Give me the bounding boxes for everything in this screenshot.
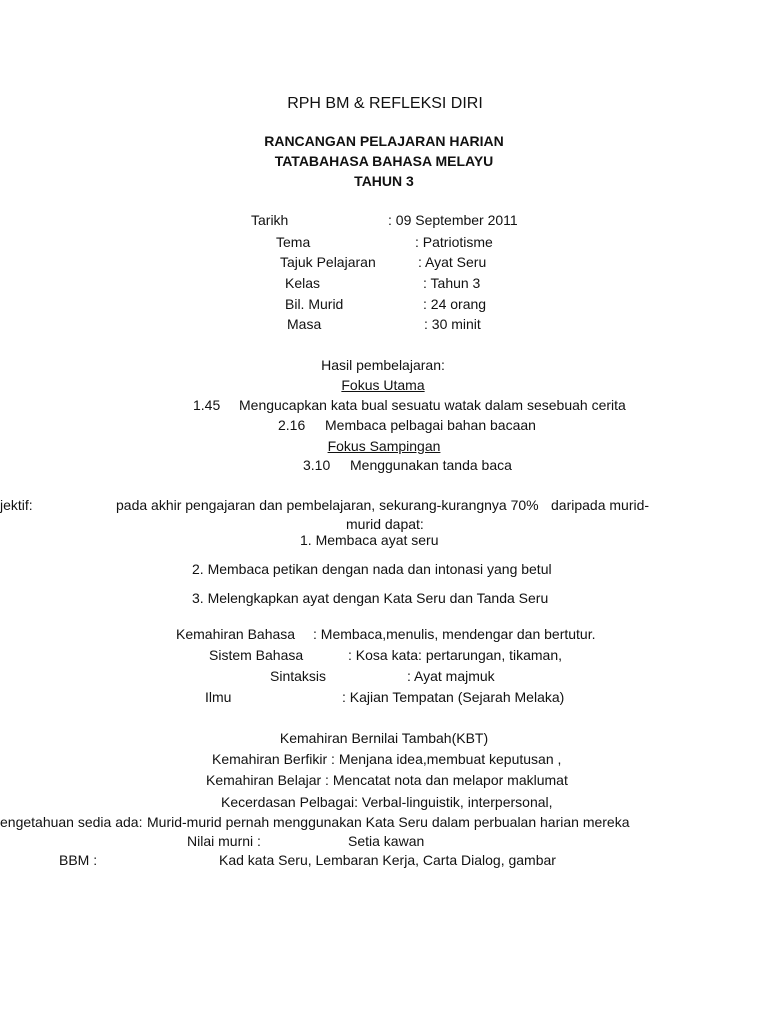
objektif-label: jektif:	[0, 497, 33, 513]
hasil-item2-number: 2.16	[278, 417, 306, 433]
bil-murid-label: Bil. Murid	[285, 296, 344, 312]
document-title: RPH BM & REFLEKSI DIRI	[287, 95, 483, 112]
nilai-murni-label: Nilai murni :	[187, 833, 261, 849]
sistem-bahasa-label: Sistem Bahasa	[209, 647, 304, 663]
bbm-label: BBM :	[59, 852, 98, 868]
objektif-item-1: 1. Membaca ayat seru	[300, 532, 439, 548]
plan-heading-line3: TAHUN 3	[354, 173, 414, 189]
bbm-value: Kad kata Seru, Lembaran Kerja, Carta Dialog, gambar	[219, 852, 556, 868]
tajuk-value: : Ayat Seru	[418, 254, 487, 270]
objektif-item-2: 2. Membaca petikan dengan nada dan intonasi yang betul	[192, 561, 552, 577]
hasil-item1-number: 1.45	[193, 397, 221, 413]
kelas-label: Kelas	[285, 275, 321, 291]
kecerdasan-pelbagai: Kecerdasan Pelbagai: Verbal-linguistik, interpersonal,	[221, 794, 553, 810]
kbt-heading: Kemahiran Bernilai Tambah(KBT)	[279, 730, 489, 746]
kelas-value: : Tahun 3	[423, 275, 481, 291]
hasil-item3-text: Menggunakan tanda baca	[350, 457, 512, 473]
kemahiran-belajar: Kemahiran Belajar : Mencatat nota dan melapor maklumat	[206, 772, 568, 788]
ilmu-label: Ilmu	[205, 689, 232, 705]
hasil-item3-number: 3.10	[303, 457, 331, 473]
fokus-utama-heading: Fokus Utama	[341, 377, 425, 393]
bil-murid-value: : 24 orang	[423, 296, 487, 312]
ilmu-value: : Kajian Tempatan (Sejarah Melaka)	[342, 689, 565, 705]
sistem-bahasa-value: : Kosa kata: pertarungan, tikaman,	[348, 647, 563, 663]
hasil-item2-text: Membaca pelbagai bahan bacaan	[325, 417, 536, 433]
tarikh-label: Tarikh	[251, 212, 289, 228]
masa-value: : 30 minit	[424, 316, 481, 332]
tajuk-label: Tajuk Pelajaran	[280, 254, 376, 270]
objektif-intro-end: daripada murid-	[551, 497, 650, 513]
objektif-intro-cont: murid dapat:	[346, 516, 424, 532]
kemahiran-berfikir: Kemahiran Berfikir : Menjana idea,membuat keputusan ,	[212, 751, 562, 767]
plan-heading-line2: TATABAHASA BAHASA MELAYU	[274, 153, 494, 169]
masa-label: Masa	[287, 316, 322, 332]
tema-label: Tema	[276, 234, 311, 250]
kemahiran-bahasa-label: Kemahiran Bahasa	[176, 626, 296, 642]
tarikh-value: : 09 September 2011	[388, 212, 518, 228]
hasil-item1-text: Mengucapkan kata bual sesuatu watak dalam sesebuah cerita	[239, 397, 626, 413]
objektif-intro: pada akhir pengajaran dan pembelajaran, sekurang-kurangnya 70%	[116, 497, 539, 513]
pengetahuan-label: engetahuan sedia ada:	[0, 814, 143, 830]
plan-heading-line1: RANCANGAN PELAJARAN HARIAN	[264, 133, 504, 149]
objektif-item-3: 3. Melengkapkan ayat dengan Kata Seru dan Tanda Seru	[192, 590, 549, 606]
kemahiran-bahasa-value: : Membaca,menulis, mendengar dan bertutur.	[313, 626, 596, 642]
sintaksis-value: : Ayat majmuk	[407, 668, 495, 684]
sintaksis-label: Sintaksis	[270, 668, 327, 684]
pengetahuan-value: Murid-murid pernah menggunakan Kata Seru dalam perbualan harian mereka	[147, 814, 630, 830]
hasil-heading: Hasil pembelajaran:	[321, 357, 445, 373]
tema-value: : Patriotisme	[415, 234, 493, 250]
nilai-murni-value: Setia kawan	[348, 833, 425, 849]
fokus-sampingan-heading: Fokus Sampingan	[327, 438, 441, 454]
